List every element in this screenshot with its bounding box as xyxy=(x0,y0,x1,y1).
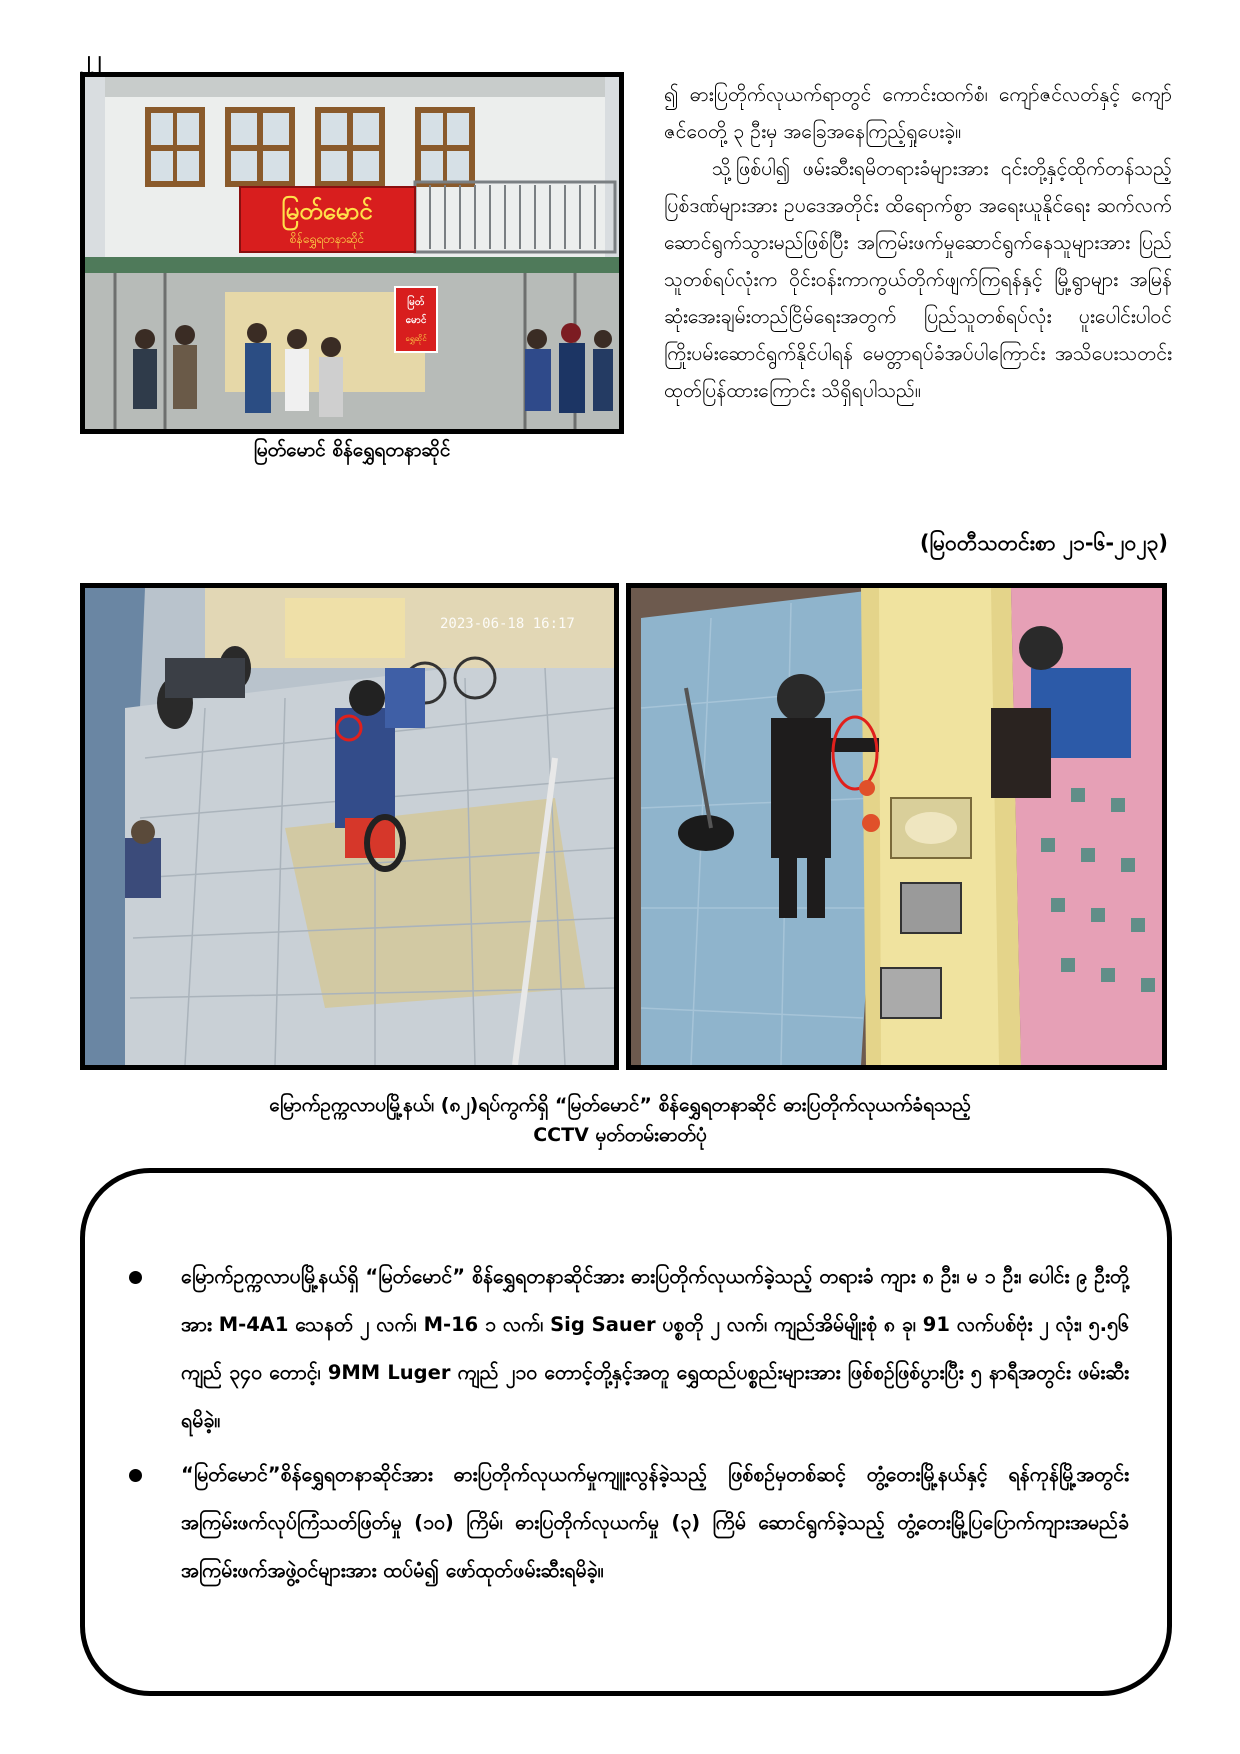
news-source: (မြဝတီသတင်းစာ ၂၁-၆-၂၀၂၃) xyxy=(919,531,1168,555)
cctv-photo-shop-interior xyxy=(626,583,1167,1070)
summary-item-text: “မြတ်မောင်”စိန်ရွှေရတနာဆိုင်အား ဓားပြတိုက်လုယက်မှုကျူးလွန်ခဲ့သည့် ဖြစ်စဉ်မှတစ်ဆင့် တွံ့တေးမြို့နယ်နှင့် ရန်ကုန်မြို့အတွင်း အကြမ်းဖက်လုပ်ကြံသတ်ဖြတ်မှု (၁၀) ကြိမ်၊ ဓားပြတိုက်လုယက်မှု (၃) ကြိမ် ဆောင်ရွက်ခဲ့သည့် တွံ့တေးမြို့ပြပြောက်ကျားအမည်ခံ အကြမ်းဖက်အဖွဲ့ဝင်များအား ထပ်မံ၍ ဖော်ထုတ်ဖမ်းဆီးရမိခဲ့။ xyxy=(181,1463,1129,1582)
cctv-caption-line2: CCTV မှတ်တမ်းဓာတ်ပုံ xyxy=(533,1124,707,1146)
shop-photo-image xyxy=(85,77,619,429)
bullet-icon xyxy=(129,1271,142,1284)
article-paragraph: ၍ ဓားပြတိုက်လုယက်ရာတွင် ကောင်းထက်စံ၊ ကျော်ဇင်လတ်နှင့် ကျော်ဇင်ဝေတို့ ၃ ဦးမှ အခြေအနေကြည့်ရှုပေးခဲ့။ xyxy=(664,83,1172,143)
cctv-caption xyxy=(120,1090,1120,1150)
cctv-timestamp: 2023-06-18 16:17 xyxy=(440,616,575,632)
shop-sign-sub: စိန်ရွှေရတနာဆိုင် xyxy=(289,232,365,246)
summary-list xyxy=(129,1253,1129,1601)
cctv-street-image xyxy=(85,588,614,1065)
summary-item xyxy=(129,1451,1129,1595)
summary-item-text: မြောက်ဥက္ကလာပမြို့နယ်ရှိ “မြတ်မောင်” စိန်ရွှေရတနာဆိုင်အား ဓားပြတိုက်လုယက်ခဲ့သည့် တရားခံ ကျား ၈ ဦး၊ မ ၁ ဦး၊ ပေါင်း ၉ ဦးတို့အား M-4A1 သေနတ် ၂ လက်၊ M-16 ၁ လက်၊ Sig Sauer ပစ္စတို ၂ လက်၊ ကျည်အိမ်မျိုးစုံ ၈ ခု၊ 91 လက်ပစ်ဗုံး ၂ လုံး၊ ၅.၅၆ ကျည် ၃၄၀ တောင့်၊ 9MM Luger ကျည် ၂၁၀ တောင့်တို့နှင့်အတူ ရွှေထည်ပစ္စည်းများအား ဖြစ်စဉ်ဖြစ်ပွားပြီး ၅ နာရီအတွင်း ဖမ်းဆီးရမိခဲ့။ xyxy=(181,1265,1129,1432)
summary-box xyxy=(80,1168,1172,1696)
side-sign-line1: မြတ် xyxy=(407,297,425,308)
article-text xyxy=(664,76,1172,409)
shop-photo xyxy=(80,72,624,434)
cctv-photo-street xyxy=(80,583,619,1070)
shop-sign-main: မြတ်မောင် xyxy=(281,197,373,225)
side-sign-line3: ရွှေဆိုင် xyxy=(405,334,427,343)
page-number: ၂၂ xyxy=(80,47,102,72)
article-paragraph: သို့ဖြစ်ပါ၍ ဖမ်းဆီးရမိတရားခံများအား ၎င်းတို့နှင့်ထိုက်တန်သည့် ပြစ်ဒဏ်များအား ဥပဒေအတိုင်း ထိရောက်စွာ အရေးယူနိုင်ရေး ဆက်လက်ဆောင်ရွက်သွားမည်ဖြစ်ပြီး အကြမ်းဖက်မှုဆောင်ရွက်နေသူများအား ပြည်သူတစ်ရပ်လုံးက ဝိုင်းဝန်းကာကွယ်တိုက်ဖျက်ကြရန်နှင့် မြို့ရွာများ အမြန်ဆုံးအေးချမ်းတည်ငြိမ်ရေးအတွက် ပြည်သူတစ်ရပ်လုံး ပူးပေါင်းပါဝင်ကြိုးပမ်းဆောင်ရွက်နိုင်ပါရန် မေတ္တာရပ်ခံအပ်ပါကြောင်း အသိပေးသတင်းထုတ်ပြန်ထားကြောင်း သိရှိရပါသည်။ xyxy=(664,157,1172,402)
side-sign-line2: မောင် xyxy=(405,315,427,326)
summary-item xyxy=(129,1253,1129,1445)
bullet-icon xyxy=(129,1469,142,1482)
shop-photo-caption: မြတ်မောင် စိန်ရွှေရတနာဆိုင် xyxy=(253,439,451,461)
cctv-interior-image xyxy=(631,588,1162,1065)
cctv-caption-line1: မြောက်ဥက္ကလာပမြို့နယ်၊ (၈၂)ရပ်ကွက်ရှိ “မြတ်မောင်” စိန်ရွှေရတနာဆိုင် ဓားပြတိုက်လုယက်ခံရသည့် xyxy=(269,1094,971,1116)
